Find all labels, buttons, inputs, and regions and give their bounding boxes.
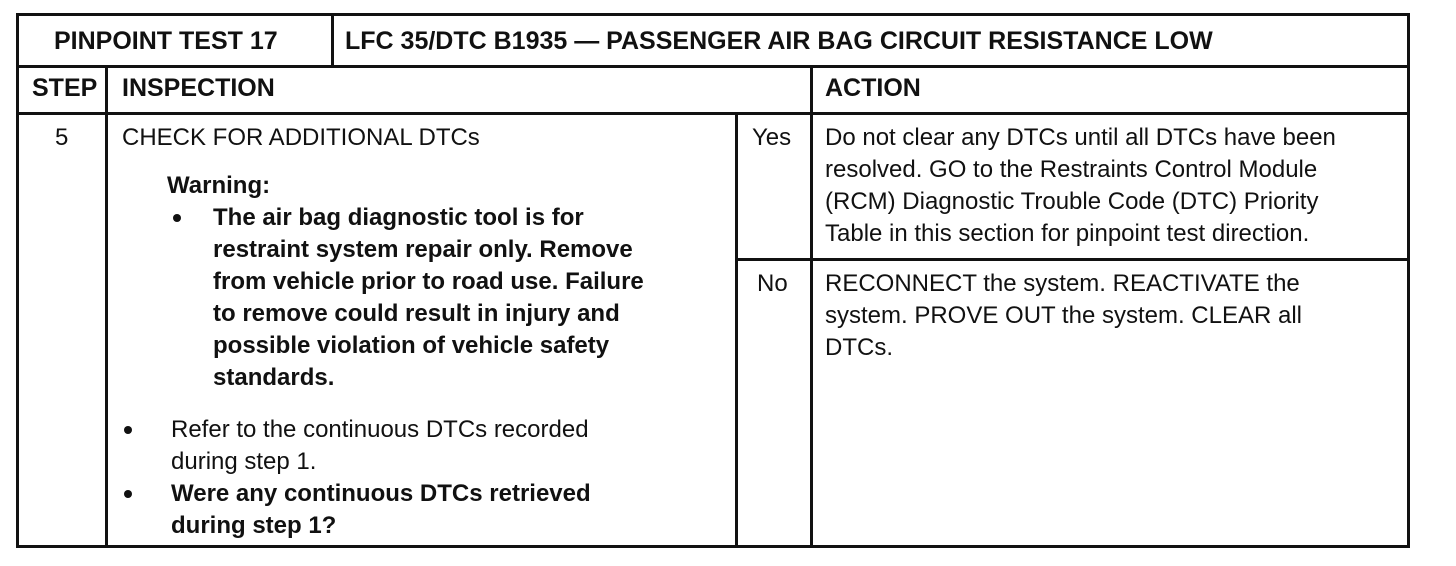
header-divider [19, 65, 1407, 68]
warning-line: possible violation of vehicle safety [213, 332, 610, 359]
warning-line: standards. [213, 364, 335, 391]
action-column-header: ACTION [825, 74, 921, 102]
no-action-line: DTCs. [825, 334, 893, 361]
question-line: during step 1? [171, 512, 337, 539]
no-label: No [757, 270, 788, 297]
yes-no-divider [735, 258, 1407, 261]
bullet-line: during step 1. [171, 448, 317, 475]
title-divider [331, 16, 334, 65]
warning-bullet [173, 214, 181, 222]
yes-label: Yes [752, 124, 792, 151]
bullet-line: Refer to the continuous DTCs recorded [171, 416, 589, 443]
warning-line: restraint system repair only. Remove [213, 236, 633, 263]
list-bullet [124, 426, 132, 434]
step-column-header: STEP [32, 74, 98, 102]
pinpoint-test-table [16, 13, 1410, 548]
yes-action-line: Do not clear any DTCs until all DTCs have been [825, 124, 1336, 151]
warning-label: Warning: [167, 172, 271, 199]
yes-action-line: resolved. GO to the Restraints Control Module [825, 156, 1318, 183]
inspection-title: CHECK FOR ADDITIONAL DTCs [122, 124, 480, 151]
inspection-column-header: INSPECTION [122, 74, 275, 102]
yes-no-column-divider [735, 113, 738, 545]
warning-line: to remove could result in injury and [213, 300, 620, 327]
no-action-line: RECONNECT the system. REACTIVATE the [825, 270, 1300, 297]
warning-line: The air bag diagnostic tool is for [213, 204, 584, 231]
list-bullet [124, 490, 132, 498]
warning-line: from vehicle prior to road use. Failure [213, 268, 644, 295]
column-header-divider [19, 112, 1407, 115]
step-number: 5 [55, 124, 69, 151]
step-column-divider [105, 65, 108, 545]
yes-action-line: Table in this section for pinpoint test direction. [825, 220, 1310, 247]
action-column-divider [810, 65, 813, 545]
question-line: Were any continuous DTCs retrieved [171, 480, 591, 507]
no-action-line: system. PROVE OUT the system. CLEAR all [825, 302, 1303, 329]
pinpoint-test-label: PINPOINT TEST 17 [54, 27, 278, 55]
pinpoint-test-title: LFC 35/DTC B1935 — PASSENGER AIR BAG CIRCUIT RESISTANCE LOW [345, 27, 1213, 55]
yes-action-line: (RCM) Diagnostic Trouble Code (DTC) Priority [825, 188, 1319, 215]
